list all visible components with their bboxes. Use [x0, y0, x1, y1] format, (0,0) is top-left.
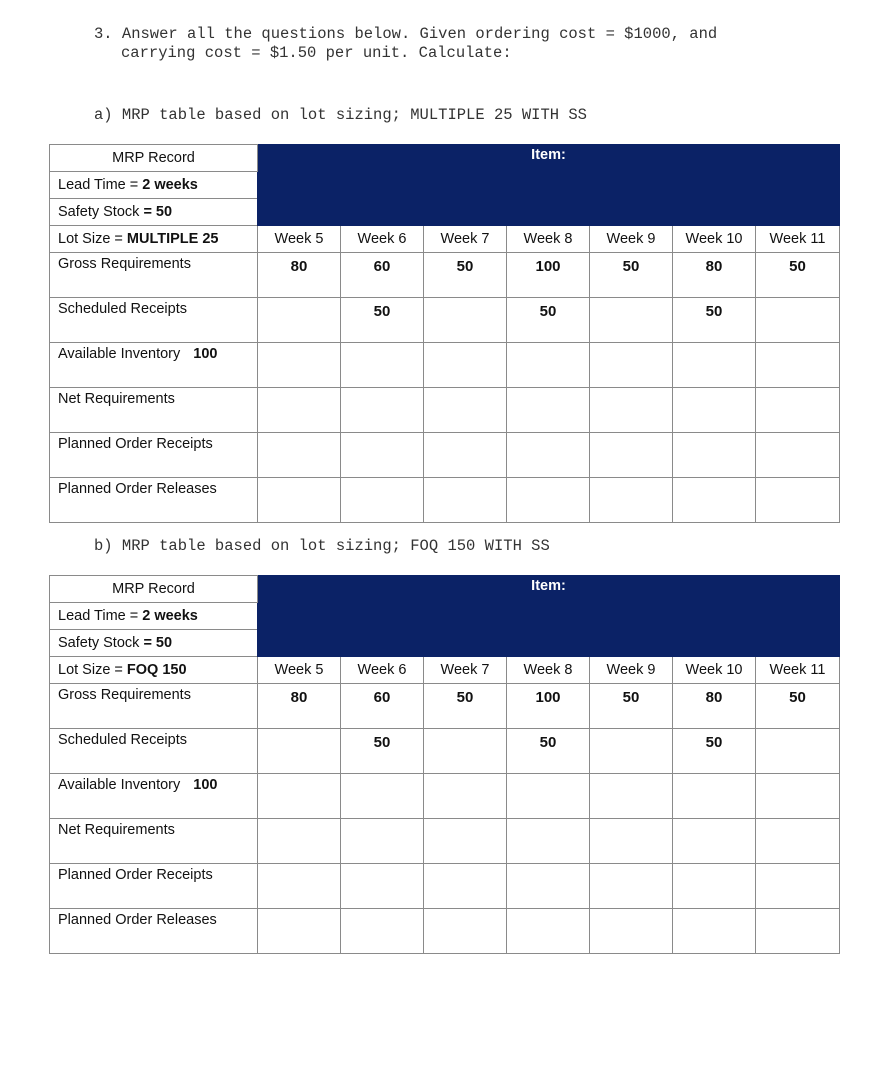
row-label-value: 100	[193, 777, 218, 793]
row-label-cell	[50, 774, 258, 819]
value-cell[interactable]	[756, 343, 840, 388]
value-cell[interactable]	[424, 478, 507, 523]
week-header: Week 8	[507, 657, 590, 684]
value-cell[interactable]	[341, 433, 424, 478]
row-label-cell	[50, 253, 258, 298]
lot-size-label: Lot Size =	[58, 662, 127, 678]
value-cell[interactable]	[341, 388, 424, 433]
row-label: Planned Order Receipts	[58, 436, 213, 452]
value-cell[interactable]	[673, 478, 756, 523]
row-label-cell	[50, 298, 258, 343]
value-cell[interactable]	[590, 478, 673, 523]
value-cell[interactable]	[673, 909, 756, 954]
value-cell[interactable]	[258, 298, 341, 343]
row-label: Gross Requirements	[58, 256, 191, 272]
mrp-row	[50, 253, 840, 298]
value-cell[interactable]	[424, 864, 507, 909]
safety-stock-label: Safety Stock	[58, 204, 144, 220]
item-label: Item:	[531, 578, 566, 594]
row-label-value: 100	[193, 346, 218, 362]
value-cell[interactable]	[756, 729, 840, 774]
row-label: Available Inventory	[58, 346, 181, 362]
question-line-2: carrying cost = $1.50 per unit. Calculate:	[121, 44, 512, 62]
value-cell[interactable]	[756, 388, 840, 433]
value-cell[interactable]	[507, 388, 590, 433]
value-cell[interactable]: 50	[341, 729, 424, 774]
week-header: Week 7	[424, 226, 507, 253]
row-label-cell	[50, 819, 258, 864]
value-cell[interactable]	[590, 729, 673, 774]
value-cell[interactable]: 60	[341, 684, 424, 729]
value-cell[interactable]: 50	[507, 729, 590, 774]
mrp-row	[50, 864, 840, 909]
value-cell[interactable]: 50	[673, 729, 756, 774]
value-cell[interactable]	[590, 433, 673, 478]
value-cell[interactable]	[424, 298, 507, 343]
row-label-cell	[50, 909, 258, 954]
row-label: Gross Requirements	[58, 687, 191, 703]
value-cell[interactable]	[590, 388, 673, 433]
value-cell[interactable]	[590, 774, 673, 819]
question-line-1: 3. Answer all the questions below. Given ordering cost = $1000, and	[94, 25, 718, 43]
mrp-row	[50, 433, 840, 478]
value-cell[interactable]: 50	[673, 298, 756, 343]
value-cell[interactable]	[590, 864, 673, 909]
row-label: Scheduled Receipts	[58, 732, 187, 748]
mrp-row	[50, 909, 840, 954]
lead-time-label: Lead Time =	[58, 608, 143, 624]
value-cell[interactable]: 50	[590, 253, 673, 298]
mrp-row	[50, 388, 840, 433]
lot-size-value: MULTIPLE 25	[126, 231, 219, 247]
week-header: Week 6	[341, 657, 424, 684]
week-header: Week 8	[507, 226, 590, 253]
value-cell[interactable]	[507, 819, 590, 864]
mrp-table-part-a	[49, 144, 840, 523]
value-cell[interactable]	[341, 478, 424, 523]
value-cell[interactable]	[756, 298, 840, 343]
value-cell[interactable]	[507, 433, 590, 478]
row-label: Scheduled Receipts	[58, 301, 187, 317]
value-cell[interactable]	[673, 343, 756, 388]
value-cell[interactable]	[258, 864, 341, 909]
value-cell[interactable]	[590, 343, 673, 388]
mrp-row	[50, 343, 840, 388]
value-cell[interactable]: 80	[673, 253, 756, 298]
lot-size-value: FOQ 150	[126, 662, 187, 678]
mrp-row	[50, 774, 840, 819]
mrp-row	[50, 729, 840, 774]
row-label: Planned Order Releases	[58, 912, 217, 928]
value-cell[interactable]	[258, 388, 341, 433]
safety-stock-value: = 50	[143, 635, 173, 651]
value-cell[interactable]	[258, 478, 341, 523]
week-header: Week 10	[673, 657, 756, 684]
lot-size-label: Lot Size =	[58, 231, 127, 247]
value-cell[interactable]: 50	[424, 684, 507, 729]
value-cell[interactable]	[258, 774, 341, 819]
value-cell[interactable]	[507, 864, 590, 909]
value-cell[interactable]	[341, 864, 424, 909]
value-cell[interactable]	[590, 909, 673, 954]
mrp-row	[50, 819, 840, 864]
row-label-cell	[50, 684, 258, 729]
value-cell[interactable]: 50	[590, 684, 673, 729]
week-header: Week 10	[673, 226, 756, 253]
part-b-caption: b) MRP table based on lot sizing; FOQ 150 WITH SS	[94, 537, 550, 555]
item-label: Item:	[531, 147, 566, 163]
row-label-cell	[50, 478, 258, 523]
lead-time-cell	[50, 172, 258, 199]
value-cell[interactable]	[756, 819, 840, 864]
lot-size-cell	[50, 226, 258, 253]
value-cell[interactable]	[507, 909, 590, 954]
value-cell[interactable]: 100	[507, 253, 590, 298]
value-cell[interactable]: 50	[424, 253, 507, 298]
safety-stock-label: Safety Stock	[58, 635, 144, 651]
row-label-cell	[50, 729, 258, 774]
row-label: Net Requirements	[58, 822, 175, 838]
value-cell[interactable]	[424, 343, 507, 388]
week-header: Week 6	[341, 226, 424, 253]
week-header: Week 11	[756, 226, 840, 253]
value-cell[interactable]: 50	[341, 298, 424, 343]
value-cell[interactable]	[673, 388, 756, 433]
value-cell[interactable]	[341, 343, 424, 388]
value-cell[interactable]	[673, 864, 756, 909]
week-header: Week 5	[258, 657, 341, 684]
week-header: Week 5	[258, 226, 341, 253]
item-header	[258, 576, 840, 657]
week-header: Week 11	[756, 657, 840, 684]
value-cell[interactable]	[590, 298, 673, 343]
value-cell[interactable]: 50	[756, 684, 840, 729]
lead-time-label: Lead Time =	[58, 177, 143, 193]
value-cell[interactable]	[756, 864, 840, 909]
safety-stock-cell	[50, 630, 258, 657]
safety-stock-value: = 50	[143, 204, 173, 220]
value-cell[interactable]	[258, 433, 341, 478]
value-cell[interactable]	[507, 774, 590, 819]
value-cell[interactable]	[424, 729, 507, 774]
part-a-caption: a) MRP table based on lot sizing; MULTIPLE 25 WITH SS	[94, 106, 587, 124]
value-cell[interactable]: 50	[507, 298, 590, 343]
value-cell[interactable]	[258, 819, 341, 864]
value-cell[interactable]	[507, 343, 590, 388]
week-header: Week 9	[590, 657, 673, 684]
row-label: Net Requirements	[58, 391, 175, 407]
mrp-record-header: MRP Record	[50, 145, 258, 172]
value-cell[interactable]	[341, 819, 424, 864]
row-label-cell	[50, 388, 258, 433]
value-cell[interactable]	[258, 909, 341, 954]
mrp-table-part-b	[49, 575, 840, 954]
value-cell[interactable]	[673, 819, 756, 864]
row-label-cell	[50, 864, 258, 909]
value-cell[interactable]: 80	[258, 253, 341, 298]
lot-size-cell	[50, 657, 258, 684]
row-label-cell	[50, 433, 258, 478]
value-cell[interactable]: 80	[673, 684, 756, 729]
value-cell[interactable]	[341, 774, 424, 819]
value-cell[interactable]	[258, 729, 341, 774]
value-cell[interactable]	[756, 478, 840, 523]
value-cell[interactable]	[673, 433, 756, 478]
value-cell[interactable]: 80	[258, 684, 341, 729]
row-label: Available Inventory	[58, 777, 181, 793]
value-cell[interactable]	[507, 478, 590, 523]
week-header: Week 7	[424, 657, 507, 684]
safety-stock-cell	[50, 199, 258, 226]
lead-time-cell	[50, 603, 258, 630]
value-cell[interactable]: 100	[507, 684, 590, 729]
row-label: Planned Order Receipts	[58, 867, 213, 883]
mrp-record-header: MRP Record	[50, 576, 258, 603]
row-label-cell	[50, 343, 258, 388]
mrp-row	[50, 298, 840, 343]
value-cell[interactable]	[424, 388, 507, 433]
value-cell[interactable]: 50	[756, 253, 840, 298]
value-cell[interactable]	[341, 909, 424, 954]
mrp-row	[50, 478, 840, 523]
value-cell[interactable]	[590, 819, 673, 864]
value-cell[interactable]	[424, 774, 507, 819]
value-cell[interactable]	[424, 909, 507, 954]
week-header: Week 9	[590, 226, 673, 253]
mrp-row	[50, 684, 840, 729]
lead-time-value: 2 weeks	[142, 177, 198, 193]
item-header	[258, 145, 840, 226]
value-cell[interactable]	[756, 909, 840, 954]
value-cell[interactable]	[258, 343, 341, 388]
row-label: Planned Order Releases	[58, 481, 217, 497]
value-cell[interactable]	[424, 819, 507, 864]
value-cell[interactable]: 60	[341, 253, 424, 298]
lead-time-value: 2 weeks	[142, 608, 198, 624]
value-cell[interactable]	[756, 774, 840, 819]
value-cell[interactable]	[756, 433, 840, 478]
value-cell[interactable]	[673, 774, 756, 819]
value-cell[interactable]	[424, 433, 507, 478]
